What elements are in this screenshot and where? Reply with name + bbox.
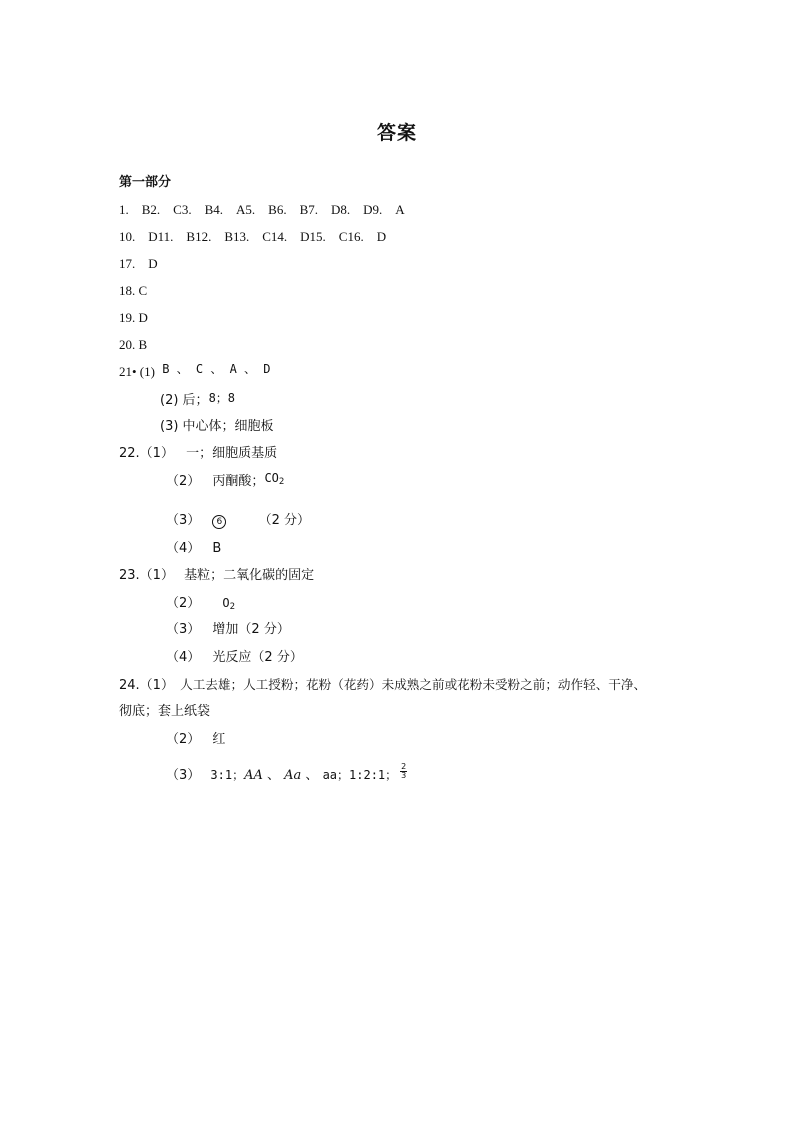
o2-formula bbox=[222, 596, 235, 610]
q23-line3 bbox=[166, 621, 290, 639]
q22-line3 bbox=[166, 512, 310, 530]
q23-number: 23.（1） bbox=[119, 568, 174, 583]
q22-part2-label: （2） bbox=[166, 474, 201, 489]
q24-line2 bbox=[166, 731, 225, 749]
q22-number: 22.（1） bbox=[119, 446, 174, 461]
circled-number: 6 bbox=[212, 515, 226, 529]
o2-subscript: 2 bbox=[229, 602, 236, 612]
q23-line4 bbox=[166, 649, 303, 667]
q24-number: 24.（1） bbox=[119, 678, 174, 693]
q24-line1 bbox=[119, 676, 646, 695]
q21-line2 bbox=[160, 391, 235, 410]
q22-part3-label: （3） bbox=[166, 513, 201, 528]
q22-co2-formula bbox=[264, 471, 284, 485]
mc-answers-1-9: 1. B2. C3. B4. A5. B6. B7. D8. D9. A bbox=[119, 202, 405, 217]
fraction-two-thirds bbox=[400, 763, 407, 780]
q24-part1-continued: 彻底；套上纸袋 bbox=[119, 704, 211, 719]
q21-part2-label: (2) 后； bbox=[160, 393, 209, 408]
answer-17: 17. D bbox=[119, 256, 158, 271]
genotype-AA: AA bbox=[244, 768, 263, 783]
fraction-numerator: 2 bbox=[401, 762, 407, 771]
q21-part1-answer: B 、 C 、 A 、 D bbox=[162, 362, 271, 376]
q23-part1-answer: 基粒；二氧化碳的固定 bbox=[184, 568, 315, 583]
q21-line1 bbox=[119, 363, 270, 381]
q22-line4 bbox=[166, 540, 221, 558]
genotype-Aa: Aa bbox=[284, 768, 302, 783]
q23-part3-label: （3） bbox=[166, 622, 201, 637]
q23-part3-text: 增加（2 分） bbox=[212, 622, 290, 637]
mc-answers-10-16: 10. D11. B12. B13. C14. D15. C16. D bbox=[119, 229, 387, 244]
q24-part3-label: （3） bbox=[166, 768, 201, 783]
q23-part4-text: 光反应（2 分） bbox=[212, 650, 303, 665]
q21-number: 21• (1) bbox=[119, 364, 155, 379]
q24-part1-answer: 人工去雄；人工授粉；花粉（花药）未成熟之前或花粉未受粉之前；动作轻、干净、 bbox=[180, 677, 647, 692]
genotype-aa: aa； bbox=[322, 768, 350, 782]
section-heading: 第一部分 bbox=[119, 175, 172, 190]
co2-subscript: 2 bbox=[278, 477, 285, 487]
q24-part2-text: 红 bbox=[212, 732, 226, 747]
separator: 、 bbox=[262, 768, 285, 783]
q22-part1-answer: 一；细胞质基质 bbox=[186, 446, 278, 461]
q24-phenotype-ratio: 3:1； bbox=[210, 768, 245, 782]
q24-part2-label: （2） bbox=[166, 732, 201, 747]
separator: 、 bbox=[301, 768, 323, 783]
o2-symbol: O bbox=[222, 596, 230, 610]
answer-19: 19. D bbox=[119, 310, 148, 325]
q22-part3-score: （2 分） bbox=[258, 513, 310, 528]
q23-part2-label: （2） bbox=[166, 596, 201, 611]
q23-line1 bbox=[119, 567, 314, 585]
q23-line2 bbox=[166, 594, 235, 616]
page-title: 答案 bbox=[376, 122, 417, 144]
q24-genotype-ratio: 1:2:1； bbox=[349, 768, 398, 782]
q21-part2-value: 8；8 bbox=[208, 391, 236, 405]
answer-20: 20. B bbox=[119, 337, 148, 352]
answer-18: 18. C bbox=[119, 283, 148, 298]
co2-symbol: CO bbox=[264, 471, 279, 485]
q22-line1 bbox=[119, 445, 277, 463]
q21-part3: (3) 中心体；细胞板 bbox=[160, 419, 274, 434]
fraction-denominator: 3 bbox=[401, 771, 407, 780]
q22-part4-text: B bbox=[212, 541, 222, 556]
q23-part4-label: （4） bbox=[166, 650, 201, 665]
q24-line3 bbox=[166, 762, 407, 785]
q22-part4-label: （4） bbox=[166, 541, 201, 556]
q22-part2-text: 丙酮酸； bbox=[212, 474, 265, 489]
q22-line2 bbox=[166, 472, 284, 494]
